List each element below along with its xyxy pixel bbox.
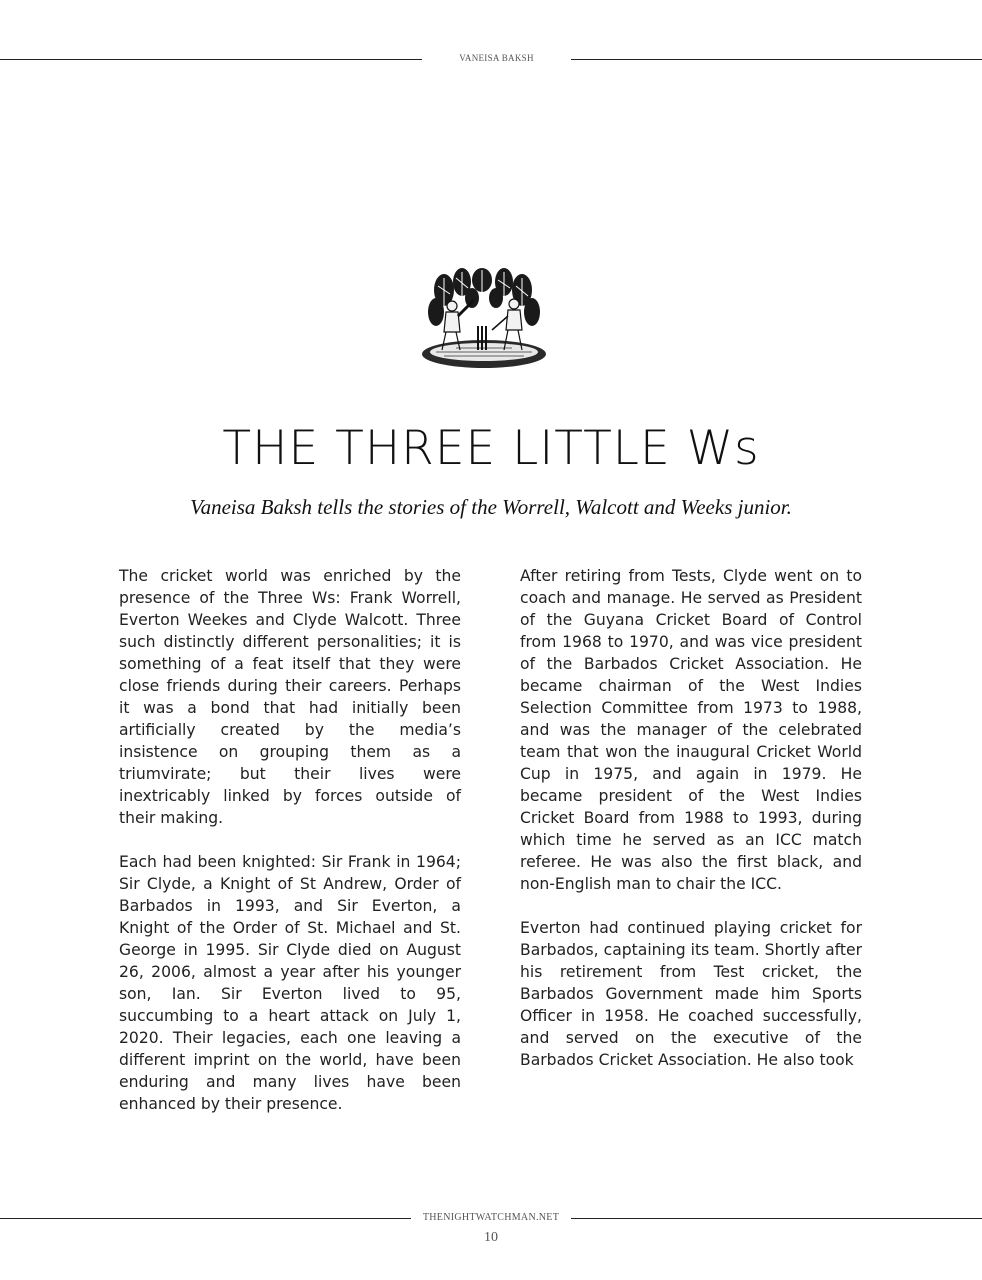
footer-site-name: THENIGHTWATCHMAN.NET [422, 1212, 560, 1223]
paragraph: After retiring from Tests, Clyde went on to coach and manage. He served as President of the Guyana Cricket Board of Control from 1968 to 1970, and was vice president of the Barbados Cricket Association. He became chairman of the West Indies Selection Committee from 1973 to 1988, and was the manager of the celebrated team that won the inaugural Cricket World Cup in 1975, and again in 1979. He became president of the West Indies Cricket Board from 1988 to 1993, during which time he served as an ICC match referee. He was also the first black, and non-English man to chair the ICC. [520, 567, 862, 893]
header-rule-right [571, 59, 982, 60]
paragraph: The cricket world was enriched by the presence of the Three Ws: Frank Worrell, Everton Weekes and Clyde Walcott. Three such distinctly different personalities; it is something of a feat itself that they were close friends during their careers. Perhaps it was a bond that had initially been artificially created by the media’s insistence on grouping them as a triumvirate; but their lives were inextricably linked by forces outside of their making. [119, 567, 461, 827]
right-column [520, 565, 862, 1093]
footer-rule-left [0, 1218, 411, 1219]
running-head: VANEISA BAKSH [459, 53, 534, 63]
page-number: 10 [484, 1230, 498, 1245]
footer-rule-right [571, 1218, 982, 1219]
left-column [119, 565, 461, 1137]
header-rule-left [0, 59, 422, 60]
article-title: THE THREE LITTLE Ws [222, 421, 760, 476]
paragraph: Everton had continued playing cricket for Barbados, captaining its team. Shortly after his retirement from Test cricket, the Barbados Government made him Sports Officer in 1958. He coached successfully, and served on the executive of the Barbados Cricket Association. He also took [520, 919, 862, 1069]
paragraph: Each had been knighted: Sir Frank in 1964; Sir Clyde, a Knight of St Andrew, Order of Barbados in 1993, and Sir Everton, a Knight of the Order of St. Michael and St. George in 1995. Sir Clyde died on August 26, 2006, almost a year after his younger son, Ian. Sir Everton lived to 95, succumbing to a heart attack on July 1, 2020. Their legacies, each one leaving a different imprint on the world, have been enduring and many lives have been enhanced by their presence. [119, 853, 461, 1113]
article-subtitle: Vaneisa Baksh tells the stories of the Worrell, Walcott and Weeks junior. [190, 495, 792, 519]
cricket-woodcut-illustration [416, 268, 552, 372]
cricket-scene-icon [416, 268, 552, 372]
